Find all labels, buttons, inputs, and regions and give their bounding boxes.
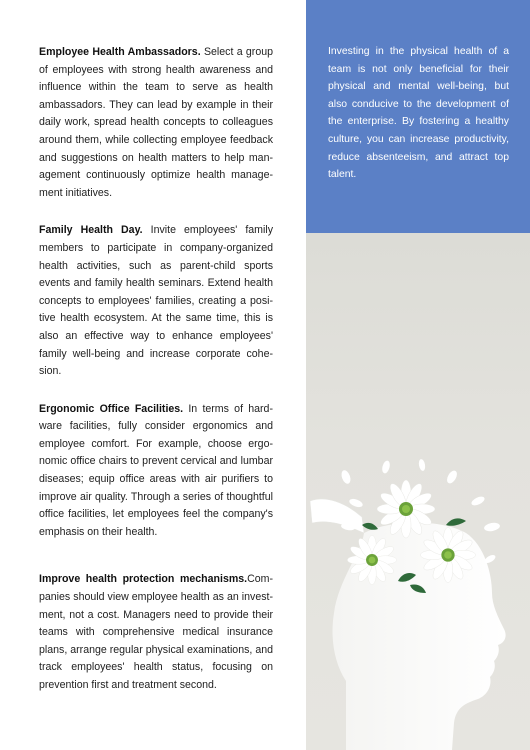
section-family-health-day: [39, 222, 273, 380]
quote-panel: [306, 0, 530, 233]
section-body: Invite employees' family members to participate in company-organized health activities, such as parent-child sports events and family health seminars. Extend health concepts to employees' families, creating a positive health ecosystem. At the same time, this is also an effective way to enhance employees' family well-being and increase corporate cohesion.: [39, 224, 273, 378]
section-heading: Ergonomic Office Facilities.: [39, 402, 184, 415]
main-column: [39, 44, 273, 715]
section-health-protection-mechanisms: [39, 571, 273, 694]
section-body: Select a group of employees with strong health awareness and influence within the team to serve as health ambassadors. They can lead by example in their daily work, spread health concepts to colleagues around them, while collecting employee feedback and suggestions on health matters to help management continuously optimize health management initiatives.: [39, 46, 273, 199]
section-body: In terms of hardware facilities, fully consider ergonomics and employee comfort. For example, choose ergonomic office chairs to prevent cervical and lumbar diseases; equip office areas with air purifiers to improve air quality. Through a series of thoughtful office facilities, let employees feel the company's emphasis on their health.: [39, 402, 273, 538]
section-employee-health-ambassadors: [39, 44, 273, 202]
head-with-daisies-icon: [306, 233, 530, 750]
section-body: Companies should view employee health as an investment, not a cost. Managers need to provide their teams with comprehensive medical insurance plans, arrange regular physical examinations, and track employees' health status, focusing on prevention first and treatment second.: [39, 573, 273, 691]
section-heading: Improve health protection mechanisms.: [39, 573, 248, 586]
section-heading: Employee Health Ambassadors.: [39, 46, 201, 58]
quote-text: Investing in the physical health of a team is not only beneficial for their physical and mental well-being, but also conducive to the development of the enterprise. By fostering a healthy culture, you can increase productivity, reduce absenteeism, and attract top talent.: [328, 46, 509, 181]
section-ergonomic-office-facilities: [39, 401, 273, 542]
section-heading: Family Health Day.: [39, 224, 143, 237]
illustration-panel: [306, 233, 530, 750]
